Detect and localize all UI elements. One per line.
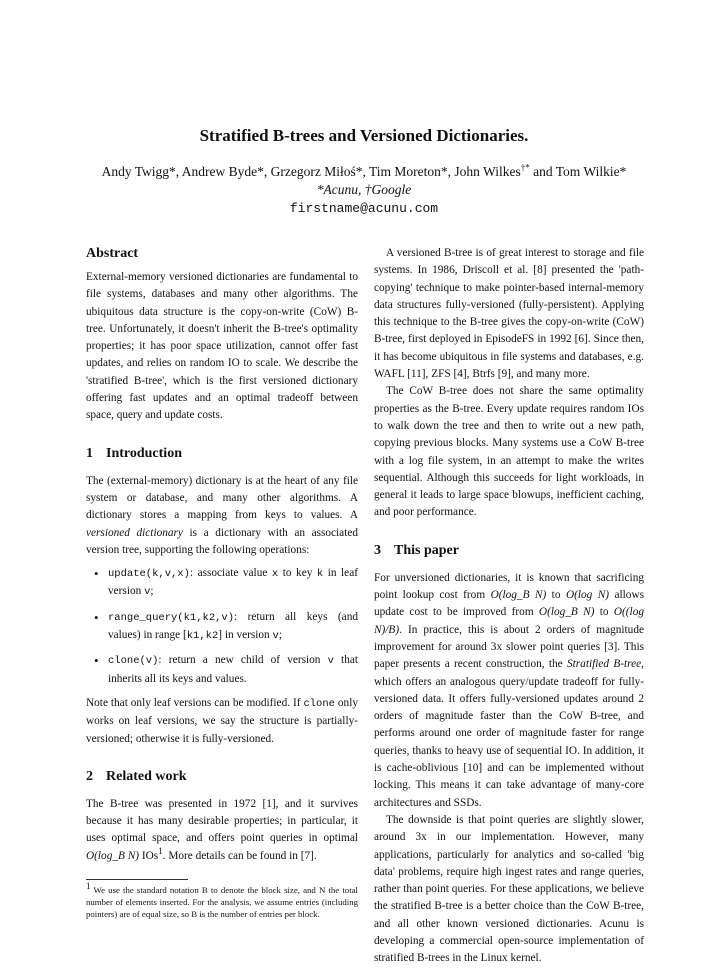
text-run: allows update cost to be improved from <box>374 589 644 619</box>
paper-paragraph <box>374 570 644 812</box>
math: O((log N)/B) <box>374 606 644 636</box>
list-item <box>86 565 358 602</box>
bullet-icon: • <box>94 566 99 582</box>
cow-paragraph: A versioned B-tree is of great interest to storage and file systems. In 1986, Driscoll et al. [8] presented the 'path-copying' technique to make pointer-based internal-memory data structures fully-versioned (fully-persistent). Applying this technique to the B-tree gives the copy-on-write (CoW) B-tree, first deployed in EpisodeFS in 1992 [6]. Since then, it has become ubiquitous in file systems and databases, e.g. WAFL [11], ZFS [4], Btrfs [9], and many more. <box>374 247 644 381</box>
code: v <box>327 655 334 668</box>
affiliations: *Acunu, †Google <box>316 182 412 197</box>
text-run: , which offers an analogous query/update tradeoff for fully-versioned data. It offers fully-versioned updates around 2 orders of magnitude faster than the CoW B-tree, and performs around one order of magnitude faster for range queries, thanks to heavy use of sequential IO. In addition, it is cache-oblivious [10] and can be implemented without locking. This means it can take advantage of many-core architectures and SSDs. <box>374 658 644 809</box>
cow-limitations-paragraph: The CoW B-tree does not share the same optimality properties as the B-tree. Every update requires random IOs to walk down the tree and then to write out a new path, copying previous blocks. Many systems use a CoW B-tree with a log file system, in an attempt to make the writes sequential. Although this succeeds for light workloads, in general it leads to large space blowups, inefficient caching, and poor performance. <box>374 385 644 519</box>
code: k <box>316 568 324 581</box>
downside-paragraph: The downside is that point queries are slightly slower, around 3x in our implementation. However, many applications, particularly for analytics and so-called 'big data' problems, require high ingest rates and range queries, rather than point queries. For these applications, we believe the stratified B-tree is a better choice than the CoW B-tree, and all other known versioned dictionaries. Acunu is developing a commercial open-source implementation of stratified B-trees in the Linux kernel. <box>374 813 644 965</box>
math: O(log_B N) <box>86 849 140 862</box>
math: O(log N) <box>565 589 610 602</box>
text-run: ] in version <box>218 629 273 642</box>
text-run: to <box>546 589 566 602</box>
text-run: . In practice, this is about 2 orders of magnitude improvement for around 3x slower point queries [3]. This paper presents a recent construction, the <box>374 623 644 671</box>
paper-title: Stratified B-trees and Versioned Dictionaries. <box>199 126 529 145</box>
code: v <box>144 586 151 599</box>
text-run: in leaf version <box>108 567 358 598</box>
contact-email: firstname@acunu.com <box>289 201 439 216</box>
text-run: IOs <box>139 849 159 862</box>
code: k1,k2 <box>186 630 219 643</box>
author-affiliation-mark: †* <box>520 162 530 173</box>
emphasis: versioned dictionary <box>86 526 183 539</box>
text-run: to key <box>278 567 317 580</box>
text-run: Note that only leaf versions can be modified. If <box>86 696 304 709</box>
section-title: This paper <box>394 542 459 558</box>
code: range_query(k1,k2,v) <box>108 611 235 624</box>
left-column <box>86 245 358 920</box>
section-number: 3 <box>374 542 381 558</box>
section-heading-related-work <box>86 768 358 786</box>
section-heading-this-paper <box>374 542 644 560</box>
text-run: to <box>594 606 614 619</box>
footnote-mark: 1 <box>158 845 163 856</box>
footnote-mark: 1 <box>86 881 91 892</box>
footnote-divider <box>86 879 188 880</box>
text-run: : associate value <box>189 567 272 580</box>
related-paragraph <box>86 796 358 865</box>
abstract-text: External-memory versioned dictionaries are fundamental to file systems, databases and many other algorithms. The ubiquitous data structure is the copy-on-write (CoW) B-tree. Unfortunately, it doesn't inherit the B-tree's optimality properties; it has poor space utilization, cannot offer fast updates, and relies on random IO to scale. We describe the 'stratified B-tree', which is the first versioned dictionary offering fast updates and an optimal tradeoff between space, query and update costs. <box>86 271 358 422</box>
section-title: Introduction <box>106 445 182 461</box>
author-last: and Tom Wilkie* <box>529 164 627 179</box>
section-heading-introduction <box>86 445 358 463</box>
text-run: : return all keys (and values) in range [ <box>108 610 358 642</box>
code: clone(v) <box>108 655 159 668</box>
math: O(log_B N) <box>490 589 547 602</box>
emphasis: Stratified B-tree <box>567 658 642 671</box>
text-run: For unversioned dictionaries, it is known that sacrificing point lookup cost from <box>374 571 644 602</box>
text-run: : return a new child of version <box>158 654 328 667</box>
bullet-icon: • <box>94 609 99 625</box>
code: update(k,v,x) <box>108 568 190 581</box>
text-run: is a dictionary with an associated version tree, supporting the following operations: <box>86 526 358 556</box>
list-item <box>86 609 358 646</box>
text-run: The B-tree was presented in 1972 [1], and it survives because it has many desirable properties; in particular, it uses optimal space, and offers point queries in optimal <box>86 797 358 845</box>
versioning-note <box>86 695 358 748</box>
list-item <box>86 652 358 688</box>
text-run: that inherits all its keys and values. <box>108 654 359 685</box>
intro-paragraph <box>86 473 358 559</box>
section-number: 2 <box>86 768 93 784</box>
bullet-icon: • <box>94 653 99 669</box>
code: v <box>272 630 279 643</box>
code: clone <box>303 697 335 710</box>
math: O(log_B N) <box>538 606 595 619</box>
text-run: ; <box>150 585 154 598</box>
text-run: only works on leaf versions, we say the structure is partially-versioned; otherwise it is fully-versioned. <box>86 696 358 745</box>
text-run: ; <box>278 629 282 642</box>
right-column <box>374 245 644 968</box>
section-number: 1 <box>86 445 93 461</box>
author-list <box>0 164 728 180</box>
text-run: . More details can be found in [7]. <box>162 849 317 862</box>
section-title: Related work <box>106 768 187 784</box>
abstract-heading: Abstract <box>86 246 139 261</box>
text-run: The (external-memory) dictionary is at the heart of any file system or database, and many other algorithms. A dictionary stores a mapping from keys to values. A <box>86 474 358 522</box>
code: x <box>271 568 279 581</box>
footnote-text: We use the standard notation B to denote the block size, and N the total number of elements inserted. For the analysis, we assume entries (including pointers) are of equal size, so B is the number of entries per block. <box>86 885 358 920</box>
operation-list <box>86 565 358 688</box>
author-names: Andy Twigg*, Andrew Byde*, Grzegorz Miłoś*, Tim Moreton*, John Wilkes <box>101 164 521 179</box>
footnote <box>86 881 358 920</box>
